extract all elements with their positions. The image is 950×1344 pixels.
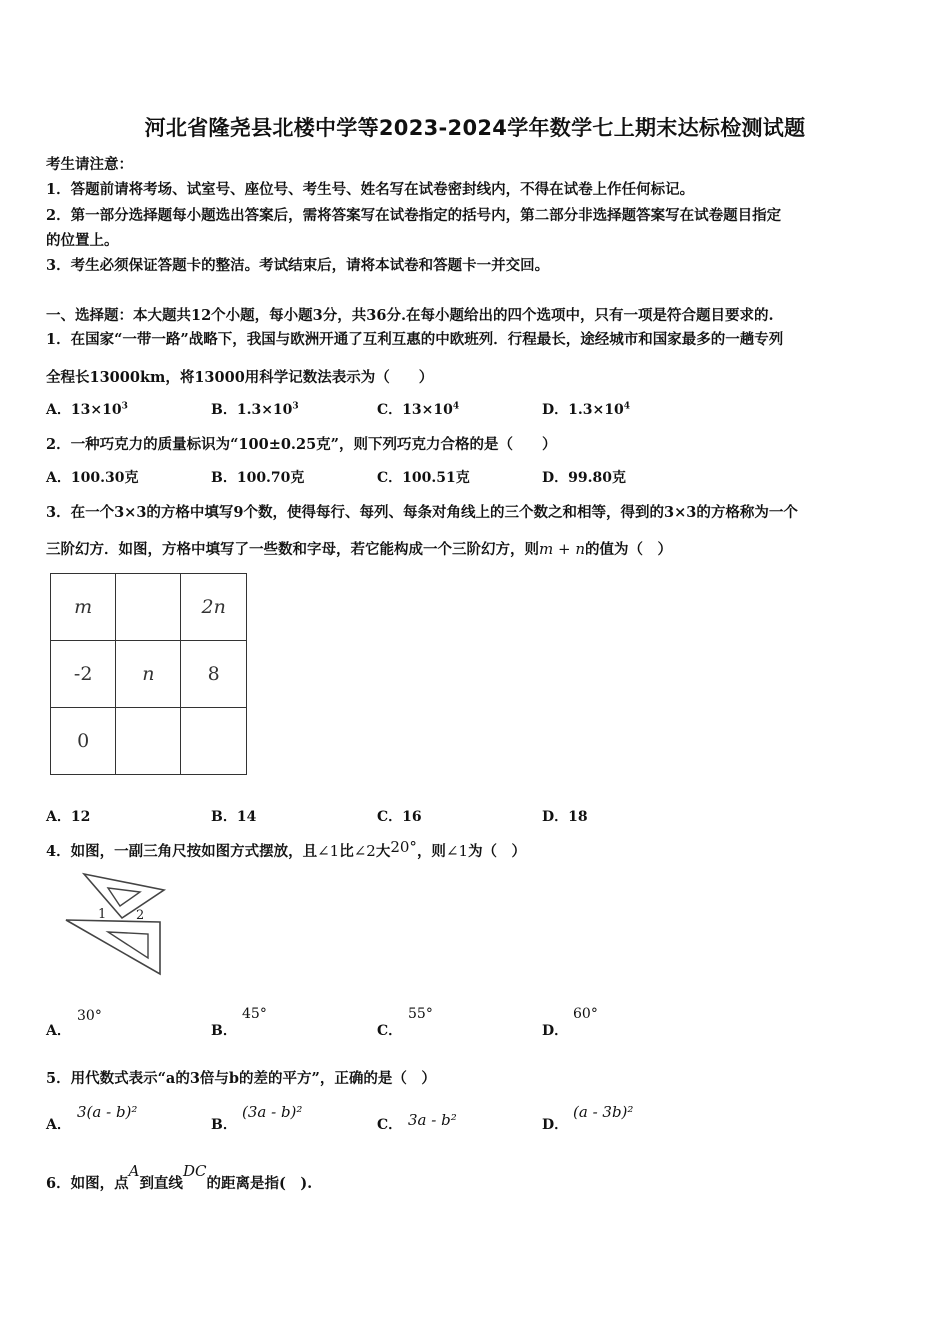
upper-triangle bbox=[84, 874, 164, 918]
question-2-text: 2．一种巧克力的质量标识为“100±0.25克”，则下列巧克力合格的是（ ） bbox=[46, 436, 557, 453]
q5-option-a-expr: 3(a - b)² bbox=[77, 1103, 138, 1121]
notice-item: 1．答题前请将考场、试室号、座位号、考生号、姓名写在试卷密封线内，不得在试卷上作任何标记。 bbox=[46, 181, 695, 198]
q2-option-a: A．100.30克 bbox=[46, 470, 139, 486]
lower-triangle bbox=[66, 920, 160, 974]
angle-label-1: 1 bbox=[98, 907, 107, 922]
q4-option-a-label: A． bbox=[46, 1023, 71, 1039]
grid-cell: n bbox=[116, 641, 181, 708]
notice-heading: 考生请注意： bbox=[46, 156, 133, 173]
q1-option-b: B．$1.3\times 10^3$ bbox=[211, 401, 299, 418]
grid-cell: m bbox=[51, 574, 116, 641]
grid-cell: 0 bbox=[51, 708, 116, 775]
q4-option-b-value: 45° bbox=[242, 1006, 267, 1022]
q5-option-b-expr: (3a - b)² bbox=[242, 1103, 303, 1121]
q2-option-d: D．99.80克 bbox=[542, 470, 626, 486]
grid-cell: 8 bbox=[181, 641, 247, 708]
grid-cell bbox=[181, 708, 247, 775]
q5-option-c-expr: 3a - b² bbox=[408, 1111, 457, 1129]
q5-option-d-expr: (a - 3b)² bbox=[573, 1103, 634, 1121]
q2-option-b: B．100.70克 bbox=[211, 470, 305, 486]
q5-option-c-label: C． bbox=[377, 1117, 403, 1133]
q4-option-c-label: C． bbox=[377, 1023, 403, 1039]
q1-option-d: D．$1.3\times 10^4$ bbox=[542, 401, 630, 418]
q1-option-a: A．$13\times 10^3$ bbox=[46, 401, 128, 418]
q4-option-b-label: B． bbox=[211, 1023, 237, 1039]
q2-option-c: C．100.51克 bbox=[377, 470, 470, 486]
question-1-text: 1．在国家“一带一路”战略下，我国与欧洲开通了互利互惠的中欧班列．行程最长，途经城市和国家最多的一趟专列 bbox=[46, 331, 784, 348]
q5-option-a-label: A． bbox=[46, 1117, 71, 1133]
lower-triangle-inner bbox=[108, 932, 148, 958]
q4-option-c-value: 55° bbox=[408, 1006, 433, 1022]
q3-option-c: C．16 bbox=[377, 809, 422, 825]
set-square-figure bbox=[62, 870, 172, 980]
grid-cell bbox=[116, 574, 181, 641]
notice-item: 2．第一部分选择题每小题选出答案后，需将答案写在试卷指定的括号内，第二部分非选择题答案写在试卷题目指定 bbox=[46, 207, 782, 224]
page-title: 河北省隆尧县北楼中学等2023-2024学年数学七上期末达标检测试题 bbox=[144, 116, 806, 140]
upper-triangle-inner bbox=[108, 888, 140, 906]
angle-label-2: 2 bbox=[136, 908, 145, 923]
grid-cell: -2 bbox=[51, 641, 116, 708]
section-heading: 一、选择题：本大题共12个小题，每小题3分，共36分.在每小题给出的四个选项中，只有一项是符合题目要求的. bbox=[46, 307, 774, 324]
grid-cell: 2n bbox=[181, 574, 247, 641]
q3-option-d: D．18 bbox=[542, 809, 588, 825]
question-3-text-cont: 三阶幻方．如图，方格中填写了一些数和字母，若它能构成一个三阶幻方，则m + n的值为（ ） bbox=[46, 540, 672, 558]
question-5-text: 5．用代数式表示“a的3倍与b的差的平方”，正确的是（ ） bbox=[46, 1070, 436, 1087]
grid-cell bbox=[116, 708, 181, 775]
q3-option-b: B．14 bbox=[211, 809, 257, 825]
q5-option-b-label: B． bbox=[211, 1117, 237, 1133]
notice-item: 3．考生必须保证答题卡的整洁。考试结束后，请将本试卷和答题卡一并交回。 bbox=[46, 257, 550, 274]
question-4-text: 4．如图，一副三角尺按如图方式摆放，且∠1比∠2大20°，则∠1为（ ） bbox=[46, 838, 527, 860]
notice-item: 的位置上。 bbox=[46, 232, 119, 249]
q3-option-a: A．12 bbox=[46, 809, 91, 825]
q4-option-a-value: 30° bbox=[77, 1008, 102, 1024]
q5-option-d-label: D． bbox=[542, 1117, 569, 1133]
q4-option-d-label: D． bbox=[542, 1023, 569, 1039]
q4-option-d-value: 60° bbox=[573, 1006, 598, 1022]
question-6-text: 6．如图，点A到直线DC的距离是指( ). bbox=[46, 1162, 313, 1192]
q1-option-c: C．$13\times 10^4$ bbox=[377, 401, 460, 418]
magic-square-grid bbox=[50, 573, 247, 775]
question-3-text: 3．在一个3×3的方格中填写9个数，使得每行、每列、每条对角线上的三个数之和相等，得到的3×3的方格称为一个 bbox=[46, 504, 798, 521]
question-1-text-cont: 全程长13000km，将13000用科学记数法表示为（ ） bbox=[46, 369, 434, 386]
